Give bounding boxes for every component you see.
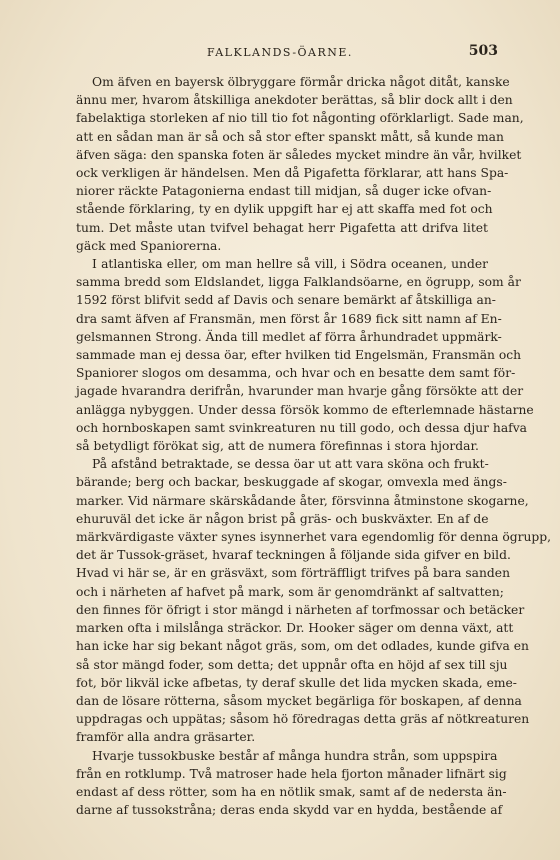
text-line: att en sådan man är så och så stor efter spanskt mått, så kunde man xyxy=(76,129,504,144)
text-line: anlägga nybyggen. Under dessa försök kommo de efterlemnade hästarne xyxy=(76,402,534,417)
text-line: bärande; berg och backar, beskuggade af skogar, omvexla med ängs- xyxy=(76,475,507,490)
text-line: 1592 först blifvit sedd af Davis och senare bemärkt af åtskilliga an- xyxy=(76,293,496,308)
running-title: FALKLANDS-ÖARNE. xyxy=(207,46,353,59)
text-line: sammade man ej dessa öar, efter hvilken tid Engelsmän, Fransmän och xyxy=(76,348,522,363)
text-line: från en rotklump. Två matroser hade hela fjorton månader lifnärt sig xyxy=(76,766,507,781)
text-line: stående förklaring, ty en dylik uppgift har ej att skaffa med fot och xyxy=(76,202,493,217)
text-line: Hvad vi här se, är en gräsväxt, som förträffligt trifves på bara sanden xyxy=(76,566,511,581)
text-line: fabelaktiga storleken af nio till tio fot någonting oförklarligt. Sade man, xyxy=(76,111,524,126)
text-line: dan de lösare rötterna, såsom mycket begärliga för boskapen, af denna xyxy=(76,693,522,708)
text-line: den finnes för öfrigt i stor mängd i närheten af torfmossar och betäcker xyxy=(76,602,525,617)
text-line: så betydligt förökat sig, att de numera förefinnas i stora hjordar. xyxy=(76,439,479,454)
text-line: han icke har sig bekant något gräs, som, om det odlades, kunde gifva en xyxy=(76,639,529,654)
text-line: Hvarje tussokbuske består af många hundra strån, som uppspira xyxy=(92,748,498,763)
text-line: gäck med Spaniorerna. xyxy=(76,238,222,253)
text-line: marker. Vid närmare skärskådande åter, försvinna åtminstone skogarne, xyxy=(76,493,529,508)
page-number: 503 xyxy=(468,43,498,59)
text-line: endast af dess rötter, som ha en nötlik smak, samt af de nedersta än- xyxy=(76,784,507,799)
text-line: ock verkligen är händelsen. Men då Pigafetta förklarar, att hans Spa- xyxy=(76,166,509,181)
text-line: dra samt äfven af Fransmän, men först år 1689 fick sitt namn af En- xyxy=(76,311,502,326)
text-line: och hornboskapen samt svinkreaturen nu till godo, och dessa djur hafva xyxy=(76,420,527,435)
text-line: ännu mer, hvarom åtskilliga anekdoter berättas, så blir dock allt i den xyxy=(76,93,513,108)
text-line: äfven säga: den spanska foten är således mycket mindre än vår, hvilket xyxy=(76,147,522,162)
text-line: Om äfven en bayersk ölbryggare förmår dricka något ditåt, kanske xyxy=(92,75,510,89)
text-line: gelsmannen Strong. Ända till medlet af förra århundradet uppmärk- xyxy=(76,329,502,344)
text-line: så stor mängd foder, som detta; det uppnår ofta en höjd af sex till sju xyxy=(76,657,508,672)
text-line: darne af tussokstråna; deras enda skydd var en hydda, bestående af xyxy=(76,803,503,818)
text-line: Spaniorer slogos om desamma, och hvar och en besatte dem samt för- xyxy=(76,366,516,381)
page-header xyxy=(72,42,498,62)
text-line: ehuruväl det icke är någon brist på gräs- och buskväxter. En af de xyxy=(76,511,489,526)
text-line: uppdragas och uppätas; såsom hö föredragas detta gräs af nötkreaturen xyxy=(76,712,530,727)
text-line: samma bredd som Eldslandet, ligga Falklandsöarne, en ögrupp, som år xyxy=(76,275,521,290)
text-line: marken ofta i milslånga sträckor. Dr. Hooker säger om denna växt, att xyxy=(76,621,514,636)
text-line: jagade hvarandra derifrån, hvarunder man hvarje gång försökte att der xyxy=(76,384,524,399)
text-line: märkvärdigaste växter synes isynnerhet vara egendomlig för denna ögrupp, xyxy=(76,530,552,545)
text-line: det är Tussok-gräset, hvaraf teckningen å följande sida gifver en bild. xyxy=(76,548,511,563)
text-line: framför alla andra gräsarter. xyxy=(76,730,256,745)
text-line: fot, bör likväl icke afbetas, ty deraf skulle det lida mycken skada, eme- xyxy=(76,675,517,690)
text-line: niorer räckte Patagonierna endast till midjan, så duger icke ofvan- xyxy=(76,184,492,199)
text-line: I atlantiska eller, om man hellre så vill, i Södra oceanen, under xyxy=(92,257,488,272)
body-text xyxy=(76,73,552,819)
text-line: och i närheten af hafvet på mark, som är genomdränkt af saltvatten; xyxy=(76,584,504,599)
text-line: På afstånd betraktade, se dessa öar ut att vara sköna och frukt- xyxy=(92,457,489,472)
text-line: tum. Det måste utan tvifvel behagat herr Pigafetta att drifva litet xyxy=(76,220,488,235)
